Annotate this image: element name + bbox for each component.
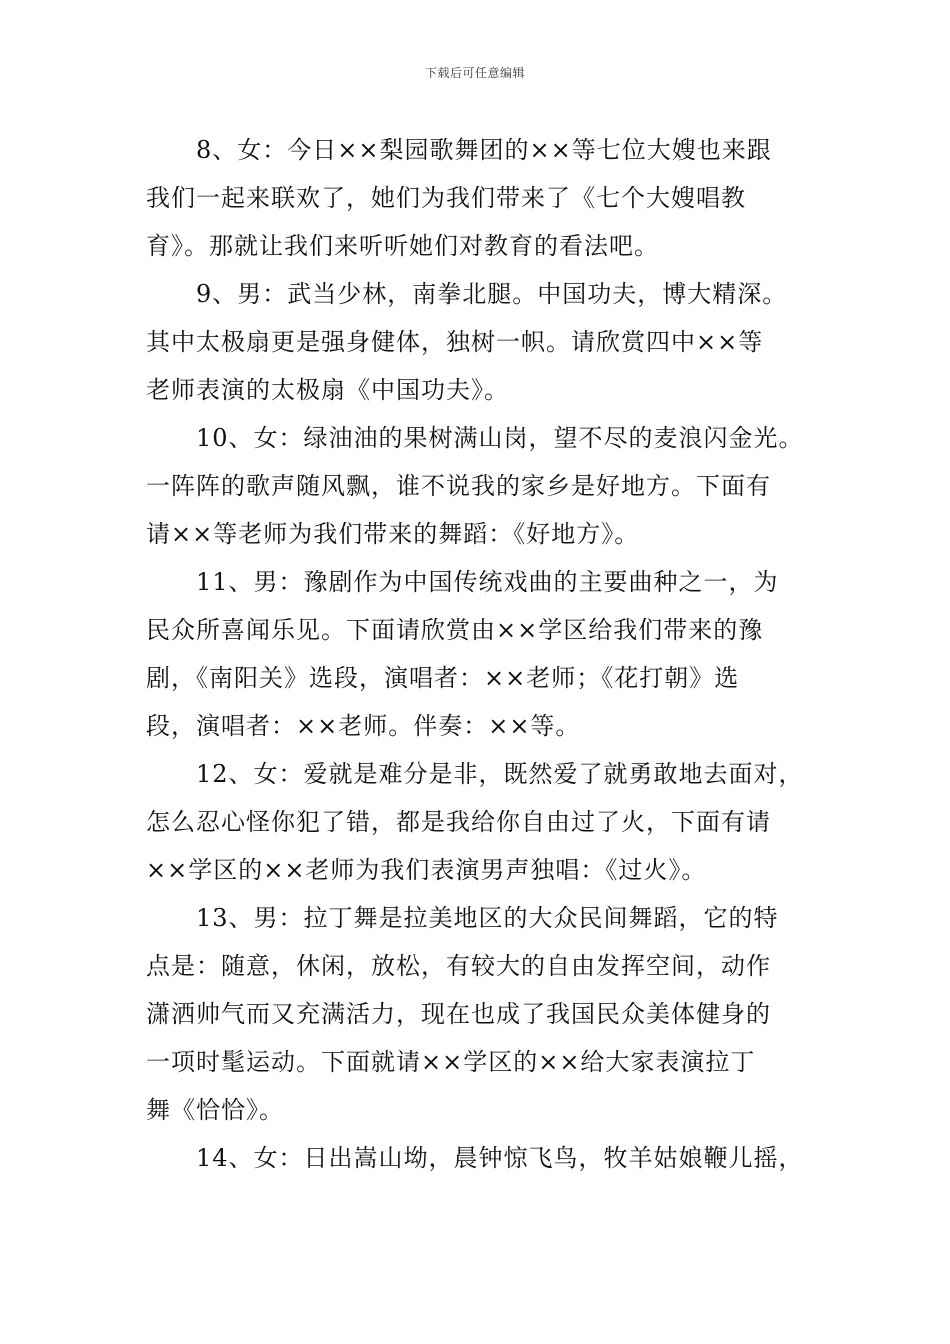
text-line: 剧，《南阳关》选段，演唱者：××老师；《花打朝》选 [146,664,740,692]
paragraph-13 [146,894,814,1134]
text-line: 11、男：豫剧作为中国传统戏曲的主要曲种之一，为 [196,568,779,596]
text-line: ××学区的××老师为我们表演男声独唱：《过火》。 [146,856,707,884]
text-line: 段，演唱者：××老师。伴奏：××等。 [146,712,581,740]
text-line: 老师表演的太极扇《中国功夫》。 [146,376,509,404]
paragraph-11 [146,558,814,750]
text-line: 民众所喜闻乐见。下面请欣赏由××学区给我们带来的豫 [146,616,764,644]
text-line: 育》。那就让我们来听听她们对教育的看法吧。 [146,232,659,260]
paragraph-9 [146,270,814,414]
text-line: 12、女：爱就是难分是非，既然爱了就勇敢地去面对， [196,760,804,788]
text-line: 10、女：绿油油的果树满山岗，望不尽的麦浪闪金光。 [196,424,804,452]
text-line: 其中太极扇更是强身健体，独树一帜。请欣赏四中××等 [146,328,764,356]
paragraph-12 [146,750,814,894]
text-line: 我们一起来联欢了，她们为我们带来了《七个大嫂唱教 [146,184,746,212]
text-line: 舞《恰恰》。 [146,1096,284,1124]
text-line: 请××等老师为我们带来的舞蹈：《好地方》。 [146,520,640,548]
text-line: 8、女：今日××梨园歌舞团的××等七位大嫂也来跟 [196,136,772,164]
text-line: 潇洒帅气而又充满活力，现在也成了我国民众美体健身的 [146,1000,771,1028]
text-line: 一项时髦运动。下面就请××学区的××给大家表演拉丁 [146,1048,756,1076]
paragraph-10 [146,414,814,558]
text-line: 9、男：武当少林，南拳北腿。中国功夫，博大精深。 [196,280,788,308]
text-line: 怎么忍心怪你犯了错，都是我给你自由过了火，下面有请 [146,808,771,836]
paragraph-8 [146,126,814,270]
text-line: 13、男：拉丁舞是拉美地区的大众民间舞蹈，它的特 [196,904,779,932]
page-header: 下载后可任意编辑 [424,66,525,80]
text-line: 点是：随意，休闲，放松，有较大的自由发挥空间，动作 [146,952,771,980]
paragraph-14 [146,1134,814,1182]
text-line: 14、女：日出嵩山坳，晨钟惊飞鸟，牧羊姑娘鞭儿摇， [196,1144,804,1172]
text-line: 一阵阵的歌声随风飘，谁不说我的家乡是好地方。下面有 [146,472,771,500]
document-body [146,126,814,1182]
